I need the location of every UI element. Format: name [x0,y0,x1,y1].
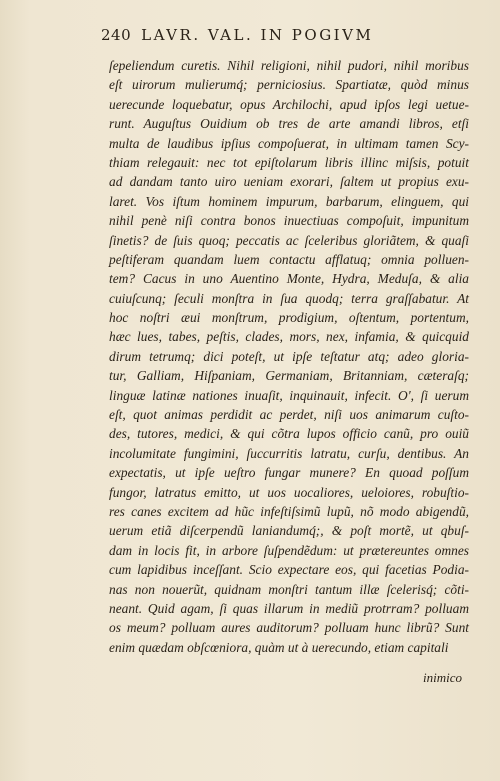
text-line: os meum? polluam aures auditorum? polluam hunc librũ? Sunt [109,620,469,636]
text-line: neant. Quid agam, ſi quas illarum in mediũ protrram? polluam [109,600,469,616]
text-line: cum lapidibus inceſſant. Scio expectare eos, qui facetias Podia- [109,562,469,578]
text-line: peſtiferam quandam luem contactu afflatuq; omnia polluen- [109,251,469,267]
text-line: ad dandam tanto uiro ueniam exorari, ſaltem ut propius exu- [109,174,469,190]
text-line: linguæ latinæ nationes inuaſit, inquinauit, infecit. O', ſi uerum [109,387,469,403]
text-line: eſt, quot animas perdidit ac perdet, niſi uos animarum cuſto- [109,407,469,423]
text-line: uerum etiã diſcerpendũ laniandumq́;, & poſt mortẽ, ut qbuſ- [109,523,469,539]
page-header [101,26,373,44]
text-line: res canes excitem ad hũc infeſtiſsimũ lupũ, nõ modo abigendũ, [109,503,469,519]
text-line: uerecunde loquebatur, opus Archilochi, apud ipſos legi uetue- [109,96,469,112]
text-line: hæc lues, tabes, peſtis, clades, mors, nex, infamia, & quicquid [109,329,469,345]
text-line: multa de laudibus ipſius compoſuerat, in ultimam tamen Scy- [109,135,469,151]
text-line: eſt uirorum mulierumq́; perniciosius. Spartiatæ, quòd minus [109,77,469,93]
text-line: ſepeliendum curetis. Nihil religioni, nihil pudori, nihil moribus [109,58,469,73]
text-line: nihil penè niſi contra bonos inuectiuas compoſuit, impunitum [109,213,469,229]
text-line: fungor, latratus emitto, ut uos uocaliores, ueloiores, robuſtio- [109,484,469,500]
text-line: tem? Cacus in uno Auentino Monte, Hydra, Meduſa, & alia [109,271,469,287]
text-line: cuiuſcunq; ſeculi monſtra in ſua quodq; terra graſſabatur. At [109,290,469,306]
text-line: thiam relegauit: nec tot epiſtolarum libris illinc miſsis, potuit [109,154,469,170]
text-line: expectatis, ut ipſe ueſtro fungar munere? En quoad poſſum [109,465,469,481]
text-line: dam in locis fit, in arbore ſuſpendẽdum: ut prætereuntes omnes [109,542,469,558]
text-line: tur, Galliam, Hiſpaniam, Germaniam, Britanniam, cæteraſq; [109,368,469,384]
catchword: inimico [423,670,462,685]
text-line: incolumitate fungimini, ſuccurritis latratu, curſu, dentibus. An [109,445,469,461]
text-line: hoc noſtri æui monſtrum, prodigium, oſtentum, portentum, [109,310,469,326]
text-line: des, tutores, medici, & qui cõtra lupos officio canũ, pro ouiũ [109,426,469,442]
text-line: runt. Auguſtus Ouidium ob tres de arte amandi libros, etſi [109,116,469,132]
body-text [109,56,469,657]
text-line: dirum tetrumq; dici poteſt, ut ipſe teſtatur atq; adeo gloria- [109,348,469,364]
text-line: ſinetis? de ſuis quoq; peccatis ac ſceleribus gloriãtem, & quaſi [109,232,469,248]
text-line: nas non nouerũt, quidnam monſtri tantum illæ ſcelerisq́; cõti- [109,581,469,597]
folio-number: 240 [101,26,132,44]
text-line: enim quædam obſcœniora, quàm ut à uerecundo, etiam capitali [109,639,449,655]
running-head: LAVR. VAL. IN POGIVM [141,26,374,44]
text-line: laret. Vos iſtum hominem impurum, barbarum, elinguem, qui [109,193,469,209]
